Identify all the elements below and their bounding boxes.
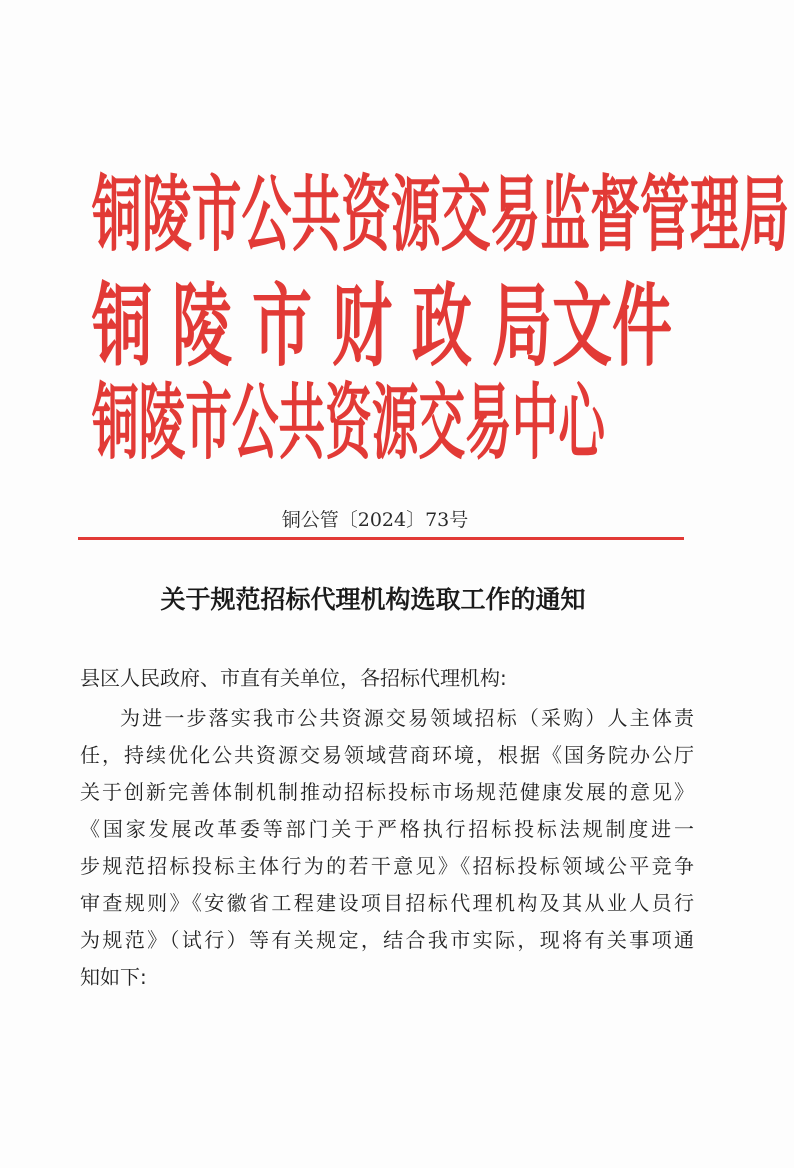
body-line: 任，持续优化公共资源交易领域营商环境，根据《国务院办公厅: [80, 743, 694, 767]
body-line: 为进一步落实我市公共资源交易领域招标（采购）人主体责: [120, 706, 694, 730]
body-line: 审查规则》《安徽省工程建设项目招标代理机构及其从业人员行: [80, 891, 694, 915]
body-line: 关于创新完善体制机制推动招标投标市场规范健康发展的意见》: [80, 780, 694, 804]
red-divider-line: [78, 537, 684, 540]
header-issuer-2-char: 局文件: [492, 274, 672, 380]
document-number: 铜公管〔2024〕73号: [281, 509, 469, 531]
body-paragraph: [80, 700, 694, 996]
header-issuer-2-char: 铜: [92, 274, 152, 380]
header-issuer-2-char: 市: [252, 274, 312, 380]
header-issuer-1: 铜陵市公共资源交易监督管理局: [92, 168, 790, 264]
addressee-line: 县区人民政府、市直有关单位，各招标代理机构:: [80, 666, 507, 690]
header-issuer-3: 铜陵市公共资源交易中心: [92, 376, 606, 472]
header-issuer-2-char: 政: [412, 274, 472, 380]
body-line: 步规范招标投标主体行为的若干意见》《招标投标领域公平竞争: [80, 854, 694, 878]
body-line: 《国家发展改革委等部门关于严格执行招标投标法规制度进一: [80, 817, 694, 841]
document-title: 关于规范招标代理机构选取工作的通知: [160, 585, 586, 614]
header-issuer-2-char: 陵: [172, 274, 232, 380]
body-line: 知如下:: [80, 965, 147, 989]
body-line: 为规范》（试行）等有关规定，结合我市实际，现将有关事项通: [80, 928, 694, 952]
header-issuer-2-char: 财: [332, 274, 392, 380]
